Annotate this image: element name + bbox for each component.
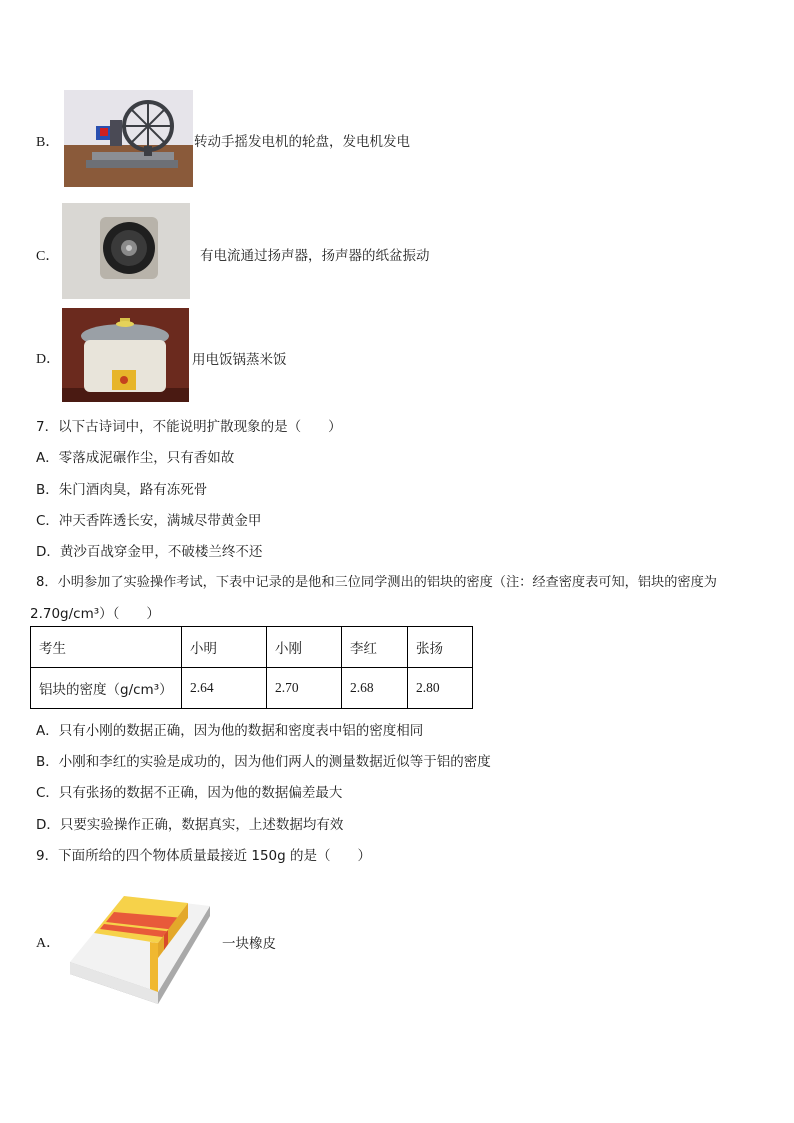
option-d-label: D． (36, 352, 61, 367)
table-header-cell: 考生 (31, 627, 182, 668)
q8-stem-line1: 8．小明参加了实验操作考试，下表中记录的是他和三位同学测出的铝块的密度（注：经查密度表可知，铝块的密度为 (36, 575, 717, 590)
eraser-illustration (64, 888, 216, 1004)
q9-option-a-label: A． (36, 936, 61, 951)
q7-stem: 7．以下古诗词中，不能说明扩散现象的是（ ） (36, 419, 342, 435)
q7-option-a: A．零落成泥碾作尘，只有香如故 (36, 450, 235, 466)
q8-option-d: D．只要实验操作正确，数据真实，上述数据均有效 (36, 817, 344, 833)
density-table (30, 626, 473, 709)
loudspeaker-photo (62, 203, 190, 299)
table-row-label: 铝块的密度（g/cm³） (31, 668, 182, 709)
table-cell: 2.80 (408, 668, 473, 709)
q9-option-a-text: 一块橡皮 (222, 936, 276, 952)
option-b-text: 转动手摇发电机的轮盘，发电机发电 (194, 134, 410, 150)
q7-option-d: D．黄沙百战穿金甲，不破楼兰终不还 (36, 544, 263, 560)
hand-crank-generator-photo (64, 90, 193, 187)
option-b-label: B． (36, 135, 60, 150)
table-cell: 2.68 (342, 668, 408, 709)
q8-stem-line2: 2.70g/cm³）（ ） (30, 606, 160, 622)
q8-option-b: B．小刚和李红的实验是成功的，因为他们两人的测量数据近似等于铝的密度 (36, 754, 491, 770)
table-header-cell: 小刚 (267, 627, 342, 668)
q8-option-a: A．只有小刚的数据正确，因为他的数据和密度表中铝的密度相同 (36, 723, 424, 739)
table-header-row (31, 627, 473, 668)
q8-option-c: C．只有张扬的数据不正确，因为他的数据偏差最大 (36, 785, 343, 801)
option-c-label: C． (36, 249, 60, 264)
q9-stem: 9．下面所给的四个物体质量最接近 150g 的是（ ） (36, 848, 372, 864)
table-header-cell: 小明 (182, 627, 267, 668)
table-cell: 2.64 (182, 668, 267, 709)
table-header-cell: 李红 (342, 627, 408, 668)
option-d-text: 用电饭锅蒸米饭 (192, 352, 287, 368)
rice-cooker-photo (62, 308, 189, 402)
option-c-text: 有电流通过扬声器，扬声器的纸盆振动 (200, 248, 430, 264)
table-cell: 2.70 (267, 668, 342, 709)
q7-option-c: C．冲天香阵透长安，满城尽带黄金甲 (36, 513, 262, 529)
table-row (31, 668, 473, 709)
q7-option-b: B．朱门酒肉臭，路有冻死骨 (36, 482, 208, 498)
table-header-cell: 张扬 (408, 627, 473, 668)
